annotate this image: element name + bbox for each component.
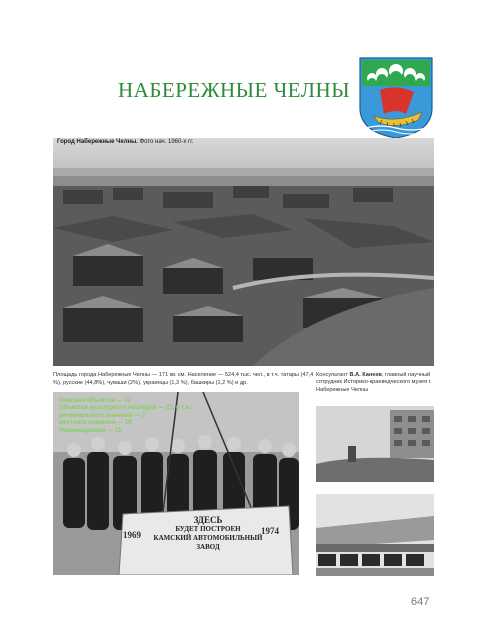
- heritage-statistics: [59, 398, 234, 435]
- photo-caption: Город Набережные Челны. Фото нач. 1960-х гг.: [57, 139, 194, 145]
- stone-year-right: 1974: [261, 526, 279, 536]
- city-emblem: [358, 56, 434, 140]
- city-statistics-text: Площадь города Набережные Челны — 171 кв. км. Население — 524,4 тыс. чел., в т.ч. татары (47,4 %), русские (44,8%), чуваши (2%), украинцы (1,3 %), башкиры (1,2 %) и др.: [53, 372, 314, 386]
- stone-year-left: 1969: [123, 530, 141, 540]
- foundation-stone-inscription: ЗДЕСЬ БУДЕТ ПОСТРОЕН КАМСКИЙ АВТОМОБИЛЬНЫЙ ЗАВОД: [153, 515, 263, 551]
- stat-line: Рекомендовано — 11: [59, 427, 122, 434]
- page-title: НАБЕРЕЖНЫЕ ЧЕЛНЫ: [118, 78, 351, 102]
- truck-factory-photo: [316, 494, 434, 576]
- ceremony-photo: [53, 392, 299, 575]
- stat-line: местного значения — 19: [59, 420, 132, 427]
- consultant-credit: Консультант В.А. Канеев, главный научный сотрудник Историко-краеведческого музея г. Набережные Челны: [316, 372, 432, 393]
- city-panorama-photo: [53, 138, 434, 366]
- stat-line: Объектов культурного наследия — 21, в т.ч.:: [59, 405, 193, 412]
- page-number: 647: [411, 596, 430, 608]
- construction-photo: [316, 406, 434, 482]
- stat-line: регионального значения — 2: [59, 412, 146, 419]
- stat-line: Описано объектов — 32: [59, 398, 131, 404]
